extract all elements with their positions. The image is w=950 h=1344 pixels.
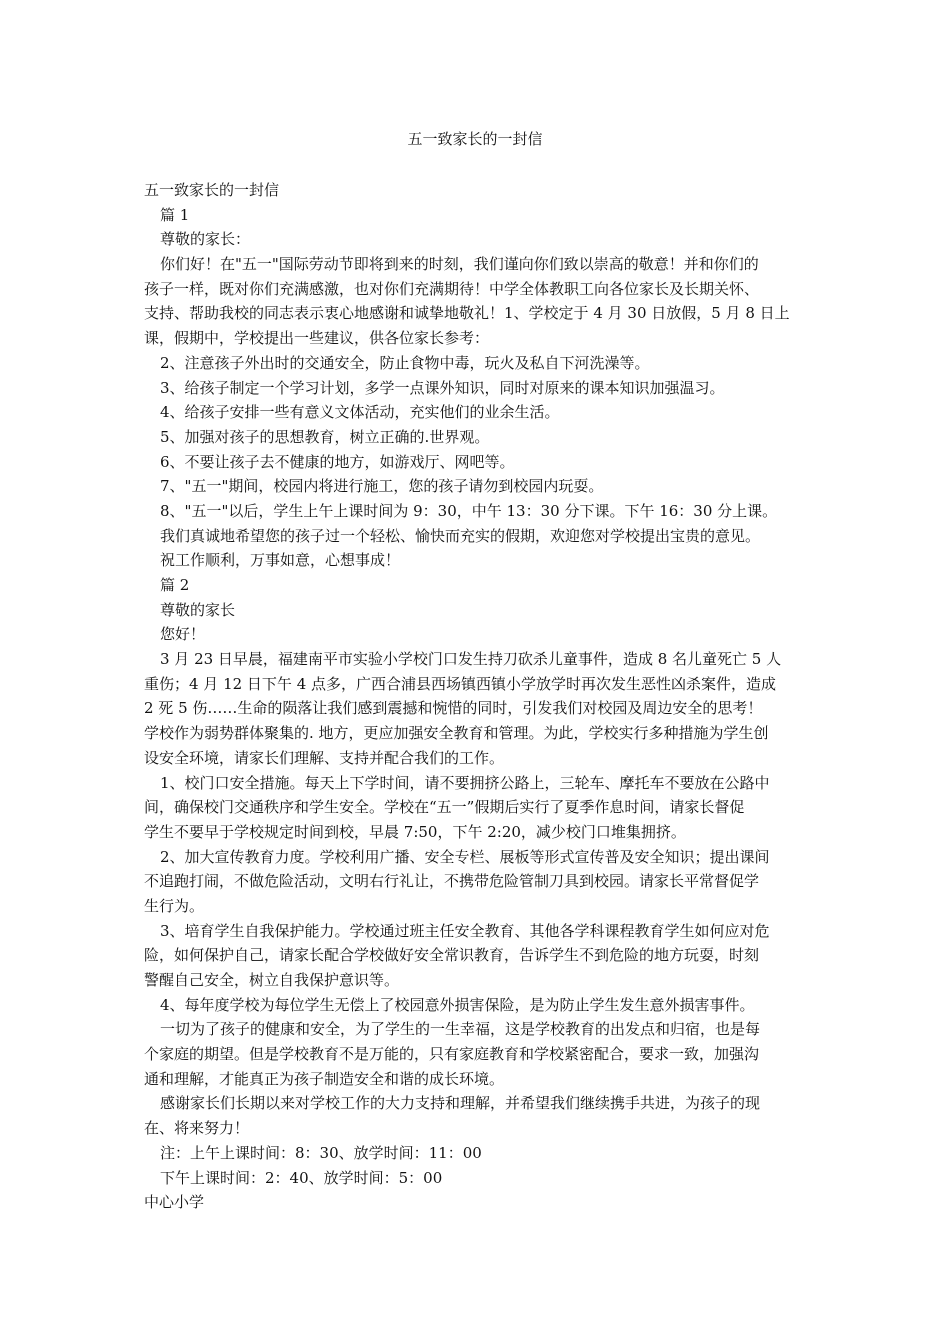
list-item: 2、注意孩子外出时的交通安全，防止食物中毒，玩火及私自下河洗澡等。 [160,353,650,372]
paragraph-line: 支持、帮助我校的同志表示衷心地感谢和诚挚地敬礼！1、学校定于 4 月 30 日放假，5 月 8 日上 [144,304,790,323]
document-title: 五一致家长的一封信 [407,130,543,148]
list-item-line: 学生不要早于学校规定时间到校，早晨 7:50，下午 2:20，减少校门口堆集拥挤。 [144,822,686,841]
list-item-line: 不追跑打闹，不做危险活动，文明右行礼让，不携带危险管制刀具到校园。请家长平常督促学 [144,872,760,891]
schedule-note: 注：上午上课时间：8：30、放学时间：11：00 [160,1143,482,1162]
paragraph-line: 通和理解，才能真正为孩子制造安全和谐的成长环境。 [144,1069,505,1088]
list-item: 7、"五一"期间，校园内将进行施工，您的孩子请勿到校园内玩耍。 [160,477,604,496]
paragraph-line: 学校作为弱势群体聚集的. 地方，更应加强安全教育和管理。为此，学校实行多种措施为学生创 [144,724,769,743]
paragraph-line: 个家庭的期望。但是学校教育不是万能的，只有家庭教育和学校紧密配合，要求一致，加强沟 [144,1045,760,1064]
letter-body [144,178,808,1215]
list-item: 5、加强对孩子的思想教育，树立正确的.世界观。 [160,427,490,446]
paragraph-line: 你们好！在"五一"国际劳动节即将到来的时刻，我们谨向你们致以崇高的敬意！并和你们的 [160,255,759,274]
list-item: 6、不要让孩子去不健康的地方，如游戏厅、网吧等。 [160,452,515,471]
list-item-line: 生行为。 [144,896,205,915]
list-item: 2、加大宣传教育力度。学校利用广播、安全专栏、展板等形式宣传普及安全知识；提出课间 [160,847,770,866]
list-item: 8、"五一"以后，学生上午上课时间为 9：30，中午 13：30 分下课。下午 16：30 分上课。 [160,501,778,520]
list-item-line: 警醒自己安全，树立自我保护意识等。 [144,971,400,989]
list-item: 4、给孩子安排一些有意义文体活动，充实他们的业余生活。 [160,403,560,422]
paragraph-line: 设安全环境，请家长们理解、支持并配合我们的工作。 [144,748,505,767]
section-label-1: 篇 1 [160,205,190,224]
paragraph-line: 感谢家长们长期以来对学校工作的大力支持和理解，并希望我们继续携手共进，为孩子的现 [160,1094,761,1113]
paragraph-line: 2 死 5 伤……生命的陨落让我们感到震撼和惋惜的同时，引发我们对校园及周边安全的思考！ [144,699,763,718]
signature: 中心小学 [144,1193,205,1212]
list-item-line: 险，如何保护自己，请家长配合学校做好安全常识教育，告诉学生不到危险的地方玩耍，时刻 [144,946,760,965]
section-label-2: 篇 2 [160,576,190,594]
salutation-1: 尊敬的家长： [160,230,251,249]
list-item: 3、给孩子制定一个学习计划，多学一点课外知识，同时对原来的课本知识加强温习。 [160,378,725,397]
paragraph-line: 一切为了孩子的健康和安全，为了学生的一生幸福，这是学校教育的出发点和归宿，也是每 [160,1020,761,1039]
closing-hope: 我们真诚地希望您的孩子过一个轻松、愉快而充实的假期，欢迎您对学校提出宝贵的意见。 [160,526,761,545]
list-item: 4、每年度学校为每位学生无偿上了校园意外损害保险，是为防止学生发生意外损害事件。 [160,995,755,1014]
paragraph-line: 3 月 23 日早晨，福建南平市实验小学校门口发生持刀砍杀儿童事件，造成 8 名儿童死亡 5 人 [160,650,782,669]
salutation-2: 尊敬的家长 [160,600,236,619]
paragraph-line: 在、将来努力！ [144,1119,250,1138]
schedule-note: 下午上课时间：2：40、放学时间：5：00 [160,1168,443,1187]
greeting: 您好！ [160,625,206,644]
paragraph-line: 孩子一样，既对你们充满感激，也对你们充满期待！中学全体教职工向各位家长及长期关怀、 [144,279,760,298]
paragraph-line: 重伤；4 月 12 日下午 4 点多，广西合浦县西场镇西镇小学放学时再次发生恶性凶杀案件，造成 [144,674,777,693]
paragraph-line: 课，假期中，学校提出一些建议，供各位家长参考： [144,329,490,348]
closing-wish: 祝工作顺利，万事如意，心想事成！ [160,551,401,570]
list-item: 1、校门口安全措施。每天上下学时间，请不要拥挤公路上，三轮车、摩托车不要放在公路中 [160,773,770,792]
list-item-line: 间，确保校门交通秩序和学生安全。学校在“五一”假期后实行了夏季作息时间，请家长督促 [144,798,745,817]
letter-heading: 五一致家长的一封信 [144,181,280,199]
list-item: 3、培育学生自我保护能力。学校通过班主任安全教育、其他各学科课程教育学生如何应对危 [160,921,770,940]
